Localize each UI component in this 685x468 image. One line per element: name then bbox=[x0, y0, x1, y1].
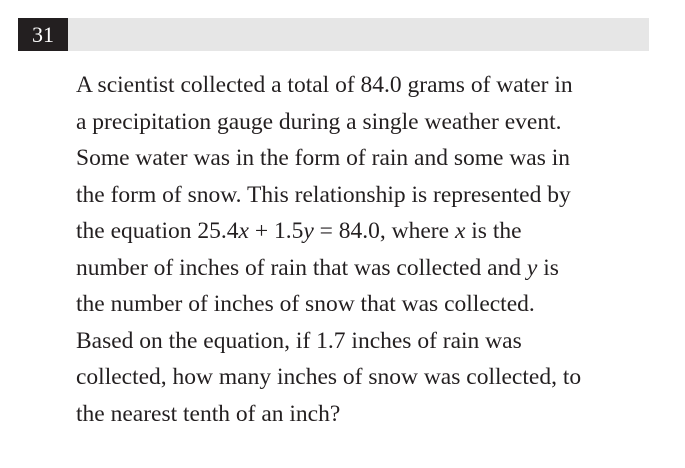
question-line-9: collected, how many inches of snow was collected, to bbox=[76, 364, 582, 390]
variable-y: y bbox=[526, 254, 538, 281]
rain-text-before: number of inches of rain that was collected and bbox=[76, 254, 527, 281]
question-text bbox=[76, 67, 656, 432]
equation-text-after: = 84.0, where bbox=[313, 218, 455, 244]
question-line-3: Some water was in the form of rain and some was in bbox=[76, 145, 571, 171]
question-line-2: a precipitation gauge during a single weather event. bbox=[76, 108, 562, 135]
variable-x: x bbox=[238, 218, 249, 244]
question-number: 31 bbox=[18, 18, 68, 51]
variable-y: y bbox=[303, 218, 314, 244]
equation-text-middle: + 1.5 bbox=[248, 218, 304, 244]
rain-definition-line bbox=[76, 250, 656, 287]
question-line-10: the nearest tenth of an inch? bbox=[76, 400, 341, 427]
equation-text-end: is the bbox=[465, 218, 522, 244]
rain-text-end: is bbox=[537, 254, 559, 281]
question-line-1: A scientist collected a total of 84.0 grams of water in bbox=[76, 72, 573, 98]
equation-line bbox=[76, 213, 656, 250]
question-line-4: the form of snow. This relationship is represented by bbox=[76, 181, 571, 208]
question-line-8: Based on the equation, if 1.7 inches of rain was bbox=[76, 327, 522, 354]
variable-x: x bbox=[454, 218, 466, 244]
question-header-bar bbox=[18, 18, 649, 51]
equation-text-before: the equation 25.4 bbox=[76, 218, 239, 244]
question-line-7: the number of inches of snow that was collected. bbox=[76, 291, 535, 317]
